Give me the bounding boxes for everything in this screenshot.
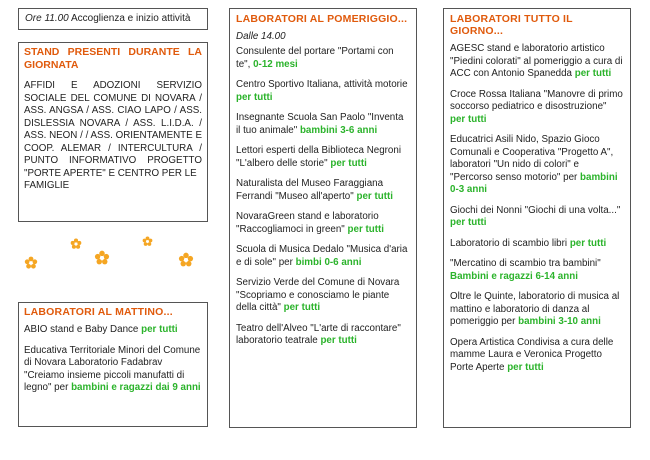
stand-body: AFFIDI E ADOZIONI SERVIZIO SOCIALE DEL COMUNE DI NOVARA / ASS. ANGSA / ASS. CIAO LAPO / ASS. DISLESSIA NOVARA / ASS. L.I.D.A. / ASS. NEON / / ASS. ORIENTAMENTE E COOP. ALEMAR / INTERCULTURA / PUNTO INFORMATIVO PROGETTO "PORTE APERTE" E CENTRO PER LE [24,80,202,179]
stand-title [24,46,202,72]
list-item: AGESC stand e laboratorio artistico "Piedini colorati" al pomeriggio a cura di ACC con Antonio Spanedda per tutti [450,43,623,79]
list-item: Servizio Verde del Comune di Novara "Scopriamo e conosciamo le piante della città" per tutti [236,277,400,313]
list-item: Lettori esperti della Biblioteca Negroni "L'albero delle storie" per tutti [236,145,402,169]
pomeriggio-box [229,8,417,428]
list-item: Opera Artistica Condivisa a cura delle mamme Laura e Veronica Progetto Porte Aperte per tutti [450,336,614,373]
flower-icon [142,236,153,247]
list-item: Oltre le Quinte, laboratorio di musica al mattino e laboratorio di danza al pomeriggio per bambini 3-10 anni [450,291,620,327]
list-item: "Mercatino di scambio tra bambini" Bambini e ragazzi 6-14 anni [450,258,601,282]
list-item: Laboratorio di scambio libri per tutti [450,237,607,249]
header-time: Ore 11.00 [25,13,69,24]
list-item: Teatro dell'Alveo "L'arte di raccontare" laboratorio teatrale per tutti [236,322,401,346]
list-item: Scuola di Musica Dedalo "Musica d'aria e di sole" per bimbi 0-6 anni [236,244,408,268]
giorno-box [443,8,631,428]
flower-icon [178,252,194,268]
list-item: Insegnante Scuola San Paolo "Inventa il tuo animale" bambini 3-6 anni [236,112,404,136]
flower-icon [24,256,38,270]
stand-title-line2: GIORNATA [24,59,79,71]
list-item: Consulente del portare "Portami con te", 0-12 mesi [236,46,394,70]
list-item: Centro Sportivo Italiana, attività motorie per tutti [236,79,408,103]
pomeriggio-subtitle: Dalle 14.00 [236,31,286,42]
flower-decorations [18,232,208,282]
list-item: ABIO stand e Baby Dance per tutti [24,324,178,335]
list-item: Croce Rossa Italiana "Manovre di primo soccorso pediatrico e disostruzione" per tutti [450,88,623,125]
mattino-title: LABORATORI AL MATTINO... [24,306,173,318]
list-item: Educativa Territoriale Minori del Comune di Novara Laboratorio Fadabrav "Creiamo insieme piccoli manufatti di legno" per bambini e ragazzi dai 9 anni [24,344,201,393]
giorno-title: LABORATORI TUTTO IL GIORNO... [450,13,573,37]
list-item: Naturalista del Museo Faraggiana Ferrandi "Museo all'aperto" per tutti [236,178,393,202]
stand-text [24,80,202,193]
list-item: Educatrici Asili Nido, Spazio Gioco Comunali e Cooperativa "Progetto A", laboratori "Un nido di colori" e "Percorso senso motorio" per bambini 0-3 anni [450,134,618,195]
stand-box [18,42,208,222]
flower-icon [70,238,82,250]
schedule-header-box [18,8,208,30]
header-text: Accoglienza e inizio attività [70,13,191,24]
list-item: Giochi dei Nonni "Giochi di una volta..." per tutti [450,204,621,228]
pomeriggio-title: LABORATORI AL POMERIGGIO... [236,13,408,25]
mattino-box [18,302,208,427]
flower-icon [94,250,110,266]
list-item: NovaraGreen stand e laboratorio "Raccogliamoci in green" per tutti [236,211,384,235]
stand-title-line1: STAND PRESENTI DURANTE LA [24,46,202,58]
stand-body-last: FAMIGLIE [24,180,70,191]
